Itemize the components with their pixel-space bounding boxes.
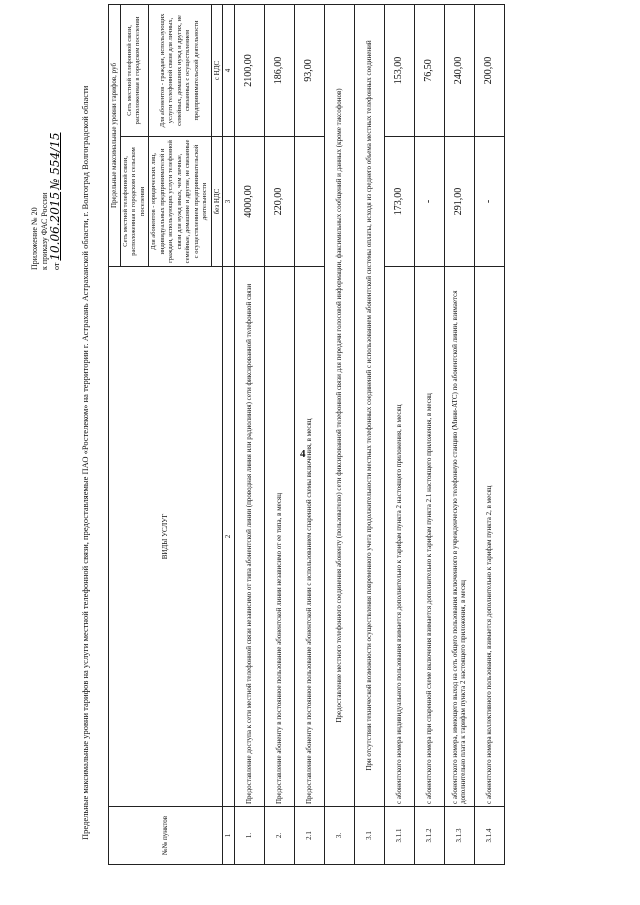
table-row xyxy=(264,4,294,864)
row-value-b: 76,50 xyxy=(414,4,444,136)
row-value-a: 291,00 xyxy=(444,137,474,267)
subheader-a: Сеть местной телефонной связи, расположенная в городском и сельском поселении xyxy=(120,137,149,267)
vat-b: с НДС xyxy=(211,4,223,136)
colnum: 4 xyxy=(223,4,235,136)
header-tariffs: Предельные максимальные уровни тарифов, руб xyxy=(109,4,121,266)
row-service: с абонентского номера коллективного пользования, взимается дополнительно к тарифам пункта 2, в месяц xyxy=(474,267,504,807)
row-number: 3.1.2 xyxy=(414,807,444,865)
table-row xyxy=(444,4,474,864)
row-service: с абонентского номера, имеющего выход на сеть общего пользования включенного в учрежденческую телефонную станцию (Мини-АТС) по абонентской линии, взимается дополнительно плата к тарифам пункта 2 настоящего приложения, в месяц xyxy=(444,267,474,807)
table-row xyxy=(384,4,414,864)
row-value-b: 93,00 xyxy=(294,4,324,136)
row-value-a xyxy=(294,137,324,267)
row-value-b: 200,00 xyxy=(474,4,504,136)
row-service: Предоставление абоненту в постоянное пользование абонентской линии независимо от ее типа, в месяц xyxy=(264,267,294,807)
document-title: Предельные максимальные уровни тарифов на услуги местной телефонной связи, предоставляемые ПАО «Ростелеком» на территории г. Астрахань Астраханской области, г. Волгоград Волгоградской области xyxy=(80,85,90,840)
header-num: №№ пунктов xyxy=(109,807,223,865)
colnum: 2 xyxy=(223,267,235,807)
row-value-b: 2100,00 xyxy=(234,4,264,136)
row-number: 2. xyxy=(264,807,294,865)
row-number: 1. xyxy=(234,807,264,865)
table-row xyxy=(294,4,324,864)
vat-a: без НДС xyxy=(211,137,223,267)
row-value-a: 220,00 xyxy=(264,137,294,267)
handwritten-date: 10.06.2015 xyxy=(48,191,62,261)
page-number: 4 xyxy=(300,448,306,460)
row-value-b: 240,00 xyxy=(444,4,474,136)
row-number: 3. xyxy=(324,807,354,865)
row-service: При отсутствии технической возможности осуществления повременного учета продолжительности местных телефонных соединений с использованием абонентской системы оплаты, исходя из среднего объема местных телефонных соединений xyxy=(354,4,384,806)
appendix-label: Приложение № 20 xyxy=(30,207,39,270)
order-label: к приказу ФАС России xyxy=(40,192,49,270)
header-services: ВИДЫ УСЛУГ xyxy=(109,267,223,807)
row-value-a: - xyxy=(414,137,444,267)
row-service: Предоставление местного телефонного соединения абоненту (пользователю) сети фиксированной телефонной связи для передачи голосовой информации, факсимильных сообщений и данных (кроме таксофонов) xyxy=(324,4,354,806)
row-value-a: - xyxy=(474,137,504,267)
desc-a: Для абонентов - юридических лиц, индивидуальных предпринимателей и граждан, использующих услуги телефонной связи для нужд иных, чем личные, семейные, домашние и другие, не связанные с осуществлением предпринимательской деятельности xyxy=(149,137,212,267)
colnum: 1 xyxy=(223,807,235,865)
row-number: 2.1 xyxy=(294,807,324,865)
row-number: 3.1 xyxy=(354,807,384,865)
subheader-b: Сеть местной телефонной связи, расположенная в городском поселении xyxy=(120,4,149,136)
row-value-a: 173,00 xyxy=(384,137,414,267)
row-service: Предоставление доступа к сети местной телефонной связи независимо от типа абонентской линии (проводная линия или радиолиния) сети фиксированной телефонной связи xyxy=(234,267,264,807)
row-service: с абонентского номера при спаренной схеме включения взимается дополнительно к тарифам пункта 2.1 настоящего приложения, в месяц xyxy=(414,267,444,807)
row-service: Предоставление абоненту в постоянное пользование абонентской линии с использованием спаренной схемы включения, в месяц xyxy=(294,267,324,807)
row-value-b: 186,00 xyxy=(264,4,294,136)
colnum: 3 xyxy=(223,137,235,267)
row-number: 3.1.1 xyxy=(384,807,414,865)
row-number: 3.1.3 xyxy=(444,807,474,865)
table-row xyxy=(234,4,264,864)
order-date-line: от 10.06.2015 № 554/15 xyxy=(48,132,62,270)
row-number: 3.1.4 xyxy=(474,807,504,865)
row-service: с абонентского номера индивидуального пользования взимается дополнительно к тарифам пункта 2 настоящего приложения, в месяц xyxy=(384,267,414,807)
handwritten-number: № 554/15 xyxy=(48,132,62,190)
appendix-header xyxy=(30,40,62,270)
table-row xyxy=(414,4,444,864)
row-value-b: 153,00 xyxy=(384,4,414,136)
table-row xyxy=(354,4,384,864)
row-value-a: 4000,00 xyxy=(234,137,264,267)
desc-b: Для абонентов - граждан, использующих услуги телефонной связи для личных, семейных, домашних нужд и других, не связанных с осуществлением предпринимательской деятельности xyxy=(149,4,212,136)
tariff-table xyxy=(108,4,505,865)
table-row xyxy=(474,4,504,864)
table-row xyxy=(324,4,354,864)
